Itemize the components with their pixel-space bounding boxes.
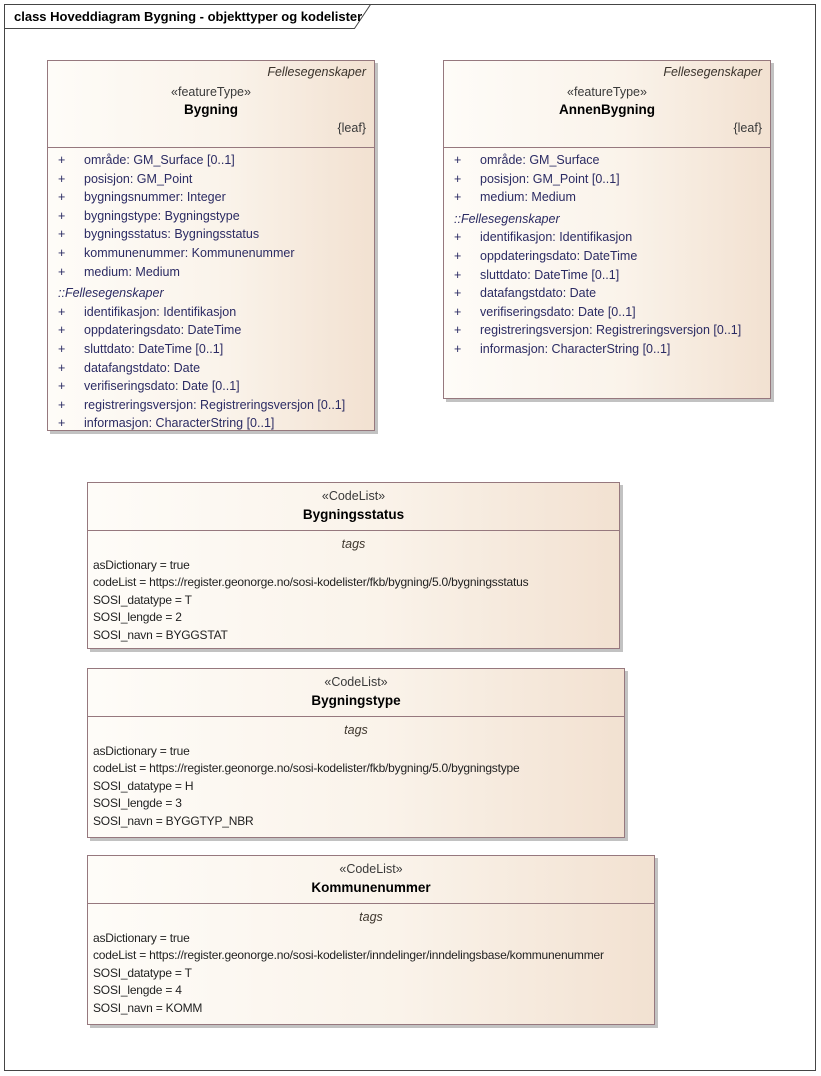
attribute-text: medium: Medium: [84, 264, 180, 279]
tagged-value: asDictionary = true: [93, 931, 190, 945]
attribute-text: identifikasjon: Identifikasjon: [84, 304, 237, 319]
tags-label: tags: [341, 537, 366, 551]
attribute-row: [58, 170, 366, 189]
tagged-value: asDictionary = true: [93, 744, 190, 758]
attribute-row: [454, 228, 762, 247]
attribute-text: ::Fellesegenskaper: [58, 286, 164, 301]
codelist-box-bygningstype: [87, 668, 625, 838]
package-name: Fellesegenskaper: [267, 65, 366, 79]
attribute-text: medium: Medium: [480, 190, 576, 205]
tagged-value: SOSI_datatype = T: [93, 592, 192, 607]
visibility-marker: +: [58, 208, 66, 223]
tagged-value: SOSI_lengde = 4: [93, 983, 182, 998]
tagged-value: SOSI_lengde = 2: [93, 610, 182, 625]
stereotype: «CodeList»: [321, 489, 386, 503]
attribute-row: [58, 225, 366, 244]
attribute-row: [58, 396, 366, 415]
codelist-name: Bygningstype: [311, 693, 401, 708]
attribute-text: kommunenummer: Kommunenummer: [84, 245, 295, 260]
attribute-text: registreringsversjon: Registreringsversjon [0..1]: [480, 323, 742, 338]
attribute-text: posisjon: GM_Point [0..1]: [480, 171, 620, 186]
leaf-modifier: {leaf}: [337, 121, 366, 135]
visibility-marker: +: [58, 341, 66, 356]
visibility-marker: +: [58, 397, 66, 412]
visibility-marker: +: [58, 264, 66, 279]
stereotype: «CodeList»: [324, 675, 388, 689]
attribute-text: datafangstdato: Date: [84, 360, 201, 375]
attribute-text: område: GM_Surface: [480, 153, 600, 167]
attribute-text: ::Fellesegenskaper: [454, 211, 560, 226]
visibility-marker: +: [454, 267, 462, 282]
class-header: [48, 61, 374, 148]
visibility-marker: +: [58, 323, 66, 338]
visibility-marker: +: [58, 360, 66, 375]
tagged-value: codeList = https://register.geonorge.no/sosi-kodelister/inndelinger/inndelingsbase/kommunenummer: [93, 948, 604, 963]
attribute-text: identifikasjon: Identifikasjon: [480, 230, 633, 245]
attribute-text: posisjon: GM_Point: [84, 171, 193, 186]
tags-compartment: [88, 717, 624, 830]
attribute-text: oppdateringsdato: DateTime: [480, 248, 638, 263]
attribute-row: [58, 207, 366, 226]
attribute-row: [454, 210, 762, 229]
tagged-value: SOSI_navn = BYGGSTAT: [93, 627, 228, 642]
codelist-header: [88, 856, 654, 904]
attribute-row: [454, 151, 762, 170]
visibility-marker: +: [454, 171, 462, 186]
visibility-marker: +: [58, 416, 66, 431]
attribute-text: sluttdato: DateTime [0..1]: [84, 341, 224, 356]
visibility-marker: +: [58, 190, 66, 205]
tags-label: tags: [359, 910, 383, 924]
class-name: AnnenBygning: [559, 102, 655, 117]
codelist-box-bygningsstatus: [87, 482, 620, 649]
attribute-text: informasjon: CharacterString [0..1]: [480, 341, 671, 356]
visibility-marker: +: [454, 230, 462, 245]
visibility-marker: +: [58, 304, 66, 319]
attribute-text: område: GM_Surface [0..1]: [84, 153, 235, 167]
attribute-row: [58, 263, 366, 282]
leaf-modifier: {leaf}: [733, 121, 762, 135]
attribute-row: [454, 284, 762, 303]
visibility-marker: +: [454, 304, 462, 319]
attribute-text: datafangstdato: Date: [480, 286, 597, 301]
visibility-marker: +: [454, 153, 462, 167]
attributes-compartment: [444, 148, 770, 359]
tagged-value: asDictionary = true: [93, 558, 190, 572]
attribute-text: verifiseringsdato: Date [0..1]: [84, 379, 240, 394]
codelist-header: [88, 483, 619, 531]
class-header: [444, 61, 770, 148]
visibility-marker: +: [454, 248, 462, 263]
attribute-row: [454, 266, 762, 285]
attribute-row: [58, 244, 366, 263]
visibility-marker: +: [58, 153, 66, 167]
tagged-value: SOSI_datatype = H: [93, 778, 194, 793]
attribute-text: bygningsnummer: Integer: [84, 190, 226, 205]
attribute-row: [58, 414, 366, 433]
tagged-value: SOSI_lengde = 3: [93, 796, 182, 811]
tagged-value: SOSI_navn = BYGGTYP_NBR: [93, 813, 254, 828]
tagged-value: codeList = https://register.geonorge.no/sosi-kodelister/fkb/bygning/5.0/bygningstype: [93, 761, 520, 776]
package-name: Fellesegenskaper: [663, 65, 762, 79]
visibility-marker: +: [58, 227, 66, 242]
codelist-name: Kommunenummer: [311, 880, 431, 895]
attribute-row: [454, 247, 762, 266]
stereotype: «CodeList»: [339, 862, 403, 876]
codelist-box-kommunenummer: [87, 855, 655, 1025]
attribute-row: [58, 359, 366, 378]
attribute-row: [454, 340, 762, 359]
attribute-row: [58, 303, 366, 322]
tags-compartment: [88, 904, 654, 1017]
attribute-row: [58, 377, 366, 396]
attribute-row: [58, 321, 366, 340]
attribute-text: verifiseringsdato: Date [0..1]: [480, 304, 636, 319]
stereotype: «featureType»: [567, 85, 647, 99]
attribute-text: sluttdato: DateTime [0..1]: [480, 267, 620, 282]
attribute-row: [454, 303, 762, 322]
attribute-text: informasjon: CharacterString [0..1]: [84, 416, 275, 431]
attribute-text: bygningstype: Bygningstype: [84, 208, 240, 223]
tags-label: tags: [344, 723, 368, 737]
attribute-row: [454, 188, 762, 207]
attributes-compartment: [48, 148, 374, 433]
attribute-row: [58, 188, 366, 207]
tagged-value: codeList = https://register.geonorge.no/sosi-kodelister/fkb/bygning/5.0/bygningsstatus: [93, 575, 529, 590]
attribute-row: [454, 321, 762, 340]
visibility-marker: +: [454, 323, 462, 338]
tagged-value: SOSI_navn = KOMM: [93, 1000, 203, 1015]
tags-compartment: [88, 531, 619, 644]
attribute-row: [454, 170, 762, 189]
class-box-bygning: [47, 60, 375, 431]
visibility-marker: +: [58, 245, 66, 260]
class-box-annenbygning: [443, 60, 771, 399]
attribute-row: [58, 151, 366, 170]
attribute-text: bygningsstatus: Bygningsstatus: [84, 227, 260, 242]
class-name: Bygning: [184, 102, 238, 117]
tagged-value: SOSI_datatype = T: [93, 965, 192, 980]
attribute-row: [58, 284, 366, 303]
visibility-marker: +: [454, 190, 462, 205]
stereotype: «featureType»: [171, 85, 251, 99]
codelist-name: Bygningsstatus: [302, 507, 405, 522]
visibility-marker: +: [58, 171, 66, 186]
diagram-title: class Hoveddiagram Bygning - objekttyper og kodelister: [14, 9, 363, 24]
attribute-text: registreringsversjon: Registreringsversjon [0..1]: [84, 397, 346, 412]
visibility-marker: +: [454, 341, 462, 356]
attribute-text: oppdateringsdato: DateTime: [84, 323, 242, 338]
codelist-header: [88, 669, 624, 717]
attribute-row: [58, 340, 366, 359]
visibility-marker: +: [454, 286, 462, 301]
visibility-marker: +: [58, 379, 66, 394]
